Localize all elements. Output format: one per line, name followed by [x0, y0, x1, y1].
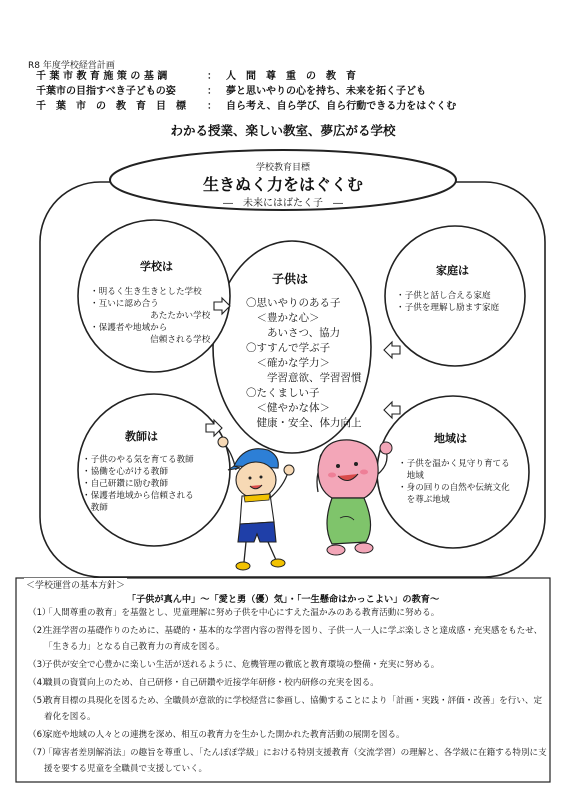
policy-item-text: 生涯学習の基礎作りのために、基礎的・基本的な学習内容の習得を図り、子供一人一人に学ぶ楽しさと達成感・充実感をもたせ、「生きる力」となる自己教育力の育成を図る。 [44, 626, 543, 652]
teacher-line: ・自己研鑽に励む教師 [82, 479, 168, 489]
children-line: 学習意欲、学習習慣 [246, 372, 362, 384]
children-line: あいさつ、協力 [246, 327, 341, 339]
school-line: ・明るく生き生きとした学校 [90, 287, 202, 297]
policy-item [28, 658, 548, 674]
policy-item [28, 694, 548, 725]
header-label: 千葉市の目指すべき子どもの姿 [36, 86, 176, 97]
policy-item [28, 624, 548, 655]
school-line: ・保護者や地域から [90, 323, 168, 333]
teacher-line: 教師 [82, 503, 108, 513]
teacher-line: ・保護者地域から信頼される [82, 491, 194, 501]
children-line: 〇たくましい子 [246, 387, 320, 399]
home-line: ・子供を理解し励ます家庭 [396, 303, 500, 313]
policy-heading: ＜学校運営の基本方針＞ [24, 578, 127, 591]
school-line: ・互いに認め合う [90, 299, 159, 309]
header-value: 自ら考え、自ら学び、自ら行動できる力をはぐくむ [226, 101, 457, 112]
children-line: 健康・安全、体力向上 [246, 417, 362, 429]
boy-illustration [218, 437, 294, 570]
school-title: 学校は [140, 260, 173, 273]
policy-item-number: （2） [28, 626, 51, 636]
policy-item-number: （3） [28, 660, 51, 670]
policy-item-number: （4） [28, 678, 51, 688]
school-slogan: わかる授業、楽しい教室、夢広がる学校 [170, 123, 396, 138]
children-line: 〇すすんで学ぶ子 [246, 342, 331, 354]
header-value: 人 間 尊 重 の 教 育 [226, 71, 356, 82]
policy-item-text: 子供が安全で心豊かに楽しい生活が送れるように、危機管理の徹底と教育環境の整備・充実に努める。 [44, 660, 440, 670]
children-title: 子供は [272, 272, 309, 286]
community-line: を尊ぶ地域 [398, 495, 450, 505]
policy-item [28, 676, 548, 692]
policy-item [28, 746, 548, 777]
goal-sub: ― 未来にはばたく子 ― [223, 198, 343, 209]
teacher-line: ・協働を心がける教師 [82, 467, 168, 477]
header-label: 千 葉 市 の 教 育 目 標 [36, 101, 186, 112]
goal-label: 学校教育目標 [255, 163, 310, 173]
policy-item-number: （6） [28, 730, 51, 740]
children-line: ＜確かな学力＞ [246, 357, 330, 369]
policy-item [28, 728, 548, 744]
community-line: ・身の回りの自然や伝統文化 [398, 483, 510, 493]
policy-item-number: （1） [28, 608, 51, 618]
teacher-title: 教師は [125, 430, 158, 443]
header-colon: ： [207, 101, 217, 112]
school-line: あたたかい学校 [90, 311, 211, 321]
policy-item-text: 家庭や地域の人々との連携を深め、相互の教育力を生かした開かれた教育活動の展開を図る。 [44, 730, 405, 740]
teacher-line: ・子供のやる気を育てる教師 [82, 455, 194, 465]
children-line: 〇思いやりのある子 [246, 297, 341, 309]
policy-item-number: （5） [28, 696, 51, 706]
policy-item-text: 教育目標の具現化を図るため、全職員が意欲的に学校経営に参画し、協働することにより「計画・実践・評価・改善」を行い、定着化を図る。 [44, 696, 543, 722]
header-colon: ： [207, 86, 217, 97]
policy-item-text: 「人間尊重の教育」を基盤とし、児童理解に努め子供を中心にすえた温かみのある教育活動に努める。 [44, 608, 440, 618]
home-title: 家庭は [436, 264, 469, 277]
policy-item-text: 「障害者差別解消法」の趣旨を尊重し、「たんぽぽ学級」における特別支援教育（交流学習）の理解と、各学級に在籍する特別に支援を要する児童を全職員で支援していく。 [44, 748, 547, 774]
header-label: 千 葉 市 教 育 施 策 の 基 調 [36, 71, 168, 82]
header-colon: ： [207, 71, 217, 82]
children-line: ＜健やかな体＞ [246, 402, 330, 414]
policy-item-text: 職員の資質向上のため、自己研修・自己研鑽や近接学年研修・校内研修の充実を図る。 [44, 678, 379, 688]
children-illustration [214, 430, 394, 580]
policy-motto: 「子供が真ん中」～「愛と勇（優）気」・「一生懸命はかっこよい」の教育～ [126, 594, 440, 605]
plan-title: R8 年度学校経営計画 [28, 61, 115, 71]
community-line: 地域 [398, 471, 424, 481]
community-line: ・子供を温かく見守り育てる [398, 459, 510, 469]
home-line: ・子供と話し合える家庭 [396, 291, 491, 301]
mascot-illustration [317, 440, 392, 555]
policy-item [28, 606, 548, 622]
children-line: ＜豊かな心＞ [246, 312, 320, 324]
policy-item-number: （7） [28, 748, 51, 758]
goal-main: 生きぬく力をはぐくむ [202, 175, 363, 194]
community-title: 地域は [434, 432, 467, 445]
children-list [246, 296, 362, 431]
header-value: 夢と思いやりの心を持ち、未来を拓く子ども [226, 86, 426, 97]
school-line: 信頼される学校 [90, 335, 211, 345]
